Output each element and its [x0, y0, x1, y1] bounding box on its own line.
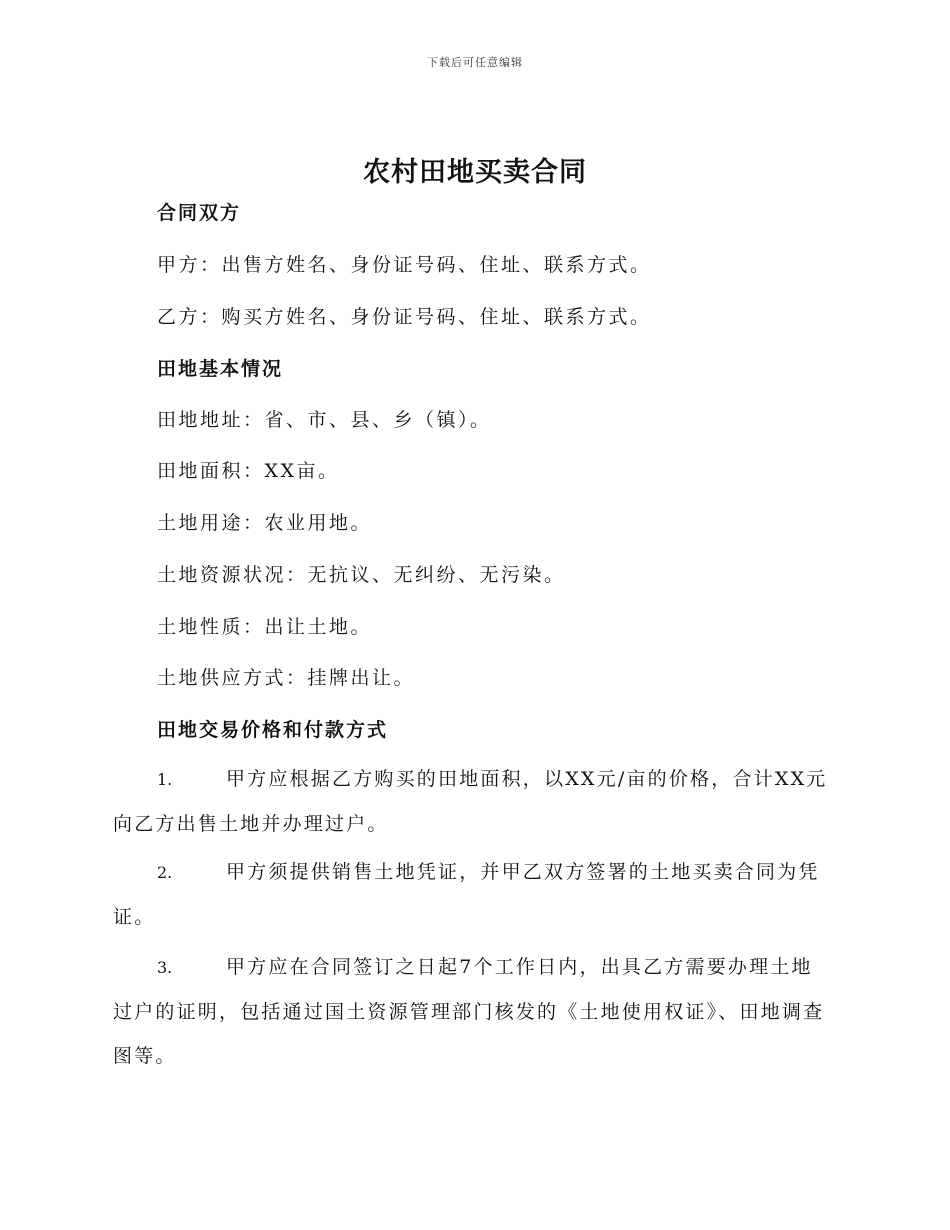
section-heading-price: 田地交易价格和付款方式: [157, 719, 389, 741]
land-use-line: 土地用途：农业用地。: [157, 512, 373, 534]
document-title: 农村田地买卖合同: [363, 157, 587, 188]
clause-item: [113, 945, 831, 1078]
clause-number: 2.: [157, 863, 173, 882]
clause-text: 甲方须提供销售土地凭证，并甲乙双方签署的土地买卖合同为凭证。: [113, 861, 820, 928]
land-area-line: 田地面积：XX亩。: [157, 460, 340, 482]
land-nature-line: 土地性质：出让土地。: [157, 616, 373, 638]
clause-number: 3.: [157, 958, 173, 977]
party-b-line: 乙方：购买方姓名、身份证号码、住址、联系方式。: [157, 306, 652, 328]
clause-item: [113, 850, 831, 939]
land-resources-line: 土地资源状况：无抗议、无纠纷、无污染。: [157, 564, 566, 586]
header-note: 下载后可任意编辑: [427, 56, 523, 69]
clause-number: 1.: [157, 770, 173, 789]
land-address-line: 田地地址：省、市、县、乡（镇）。: [157, 409, 492, 431]
clause-text: 甲方应在合同签订之日起7个工作日内，出具乙方需要办理土地过户的证明，包括通过国土资源管理部门核发的《土地使用权证》、田地调查图等。: [113, 956, 825, 1067]
clause-item: [113, 757, 831, 846]
clause-text: 甲方应根据乙方购买的田地面积，以XX元/亩的价格，合计XX元向乙方出售土地并办理过户。: [113, 768, 828, 835]
land-supply-line: 土地供应方式：挂牌出让。: [157, 667, 416, 689]
party-a-line: 甲方：出售方姓名、身份证号码、住址、联系方式。: [157, 254, 652, 276]
section-heading-land: 田地基本情况: [157, 358, 284, 380]
section-heading-parties: 合同双方: [157, 202, 242, 224]
